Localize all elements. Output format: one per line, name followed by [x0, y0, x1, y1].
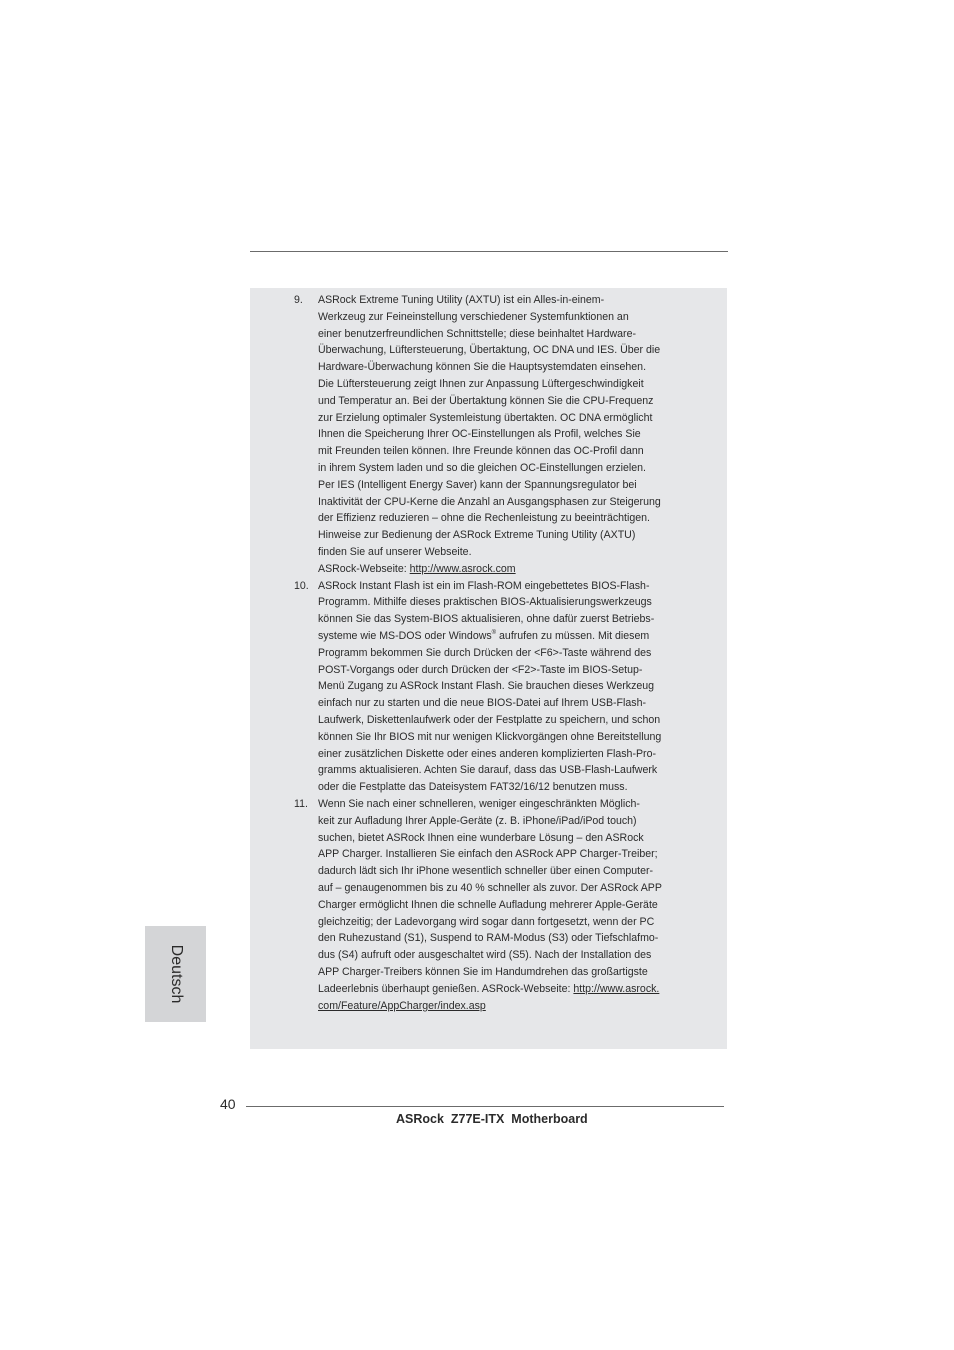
content-panel [250, 288, 727, 1049]
paragraph-line: mit Freunden teilen können. Ihre Freunde können das OC-Profil dann [318, 445, 644, 458]
paragraph-line: Hinweise zur Bedienung der ASRock Extreme Tuning Utility (AXTU) [318, 529, 636, 542]
paragraph-line: einer benutzerfreundlichen Schnittstelle; diese beinhaltet Hardware- [318, 327, 636, 340]
header-rule [250, 251, 728, 252]
paragraph-line: gleichzeitig; der Ladevorgang wird sogar dann fortgesetzt, wenn der PC [318, 915, 655, 928]
paragraph-line: auf – genaugenommen bis zu 40 % schneller als zuvor. Der ASRock APP [318, 882, 662, 894]
list-number: 11. [294, 798, 308, 810]
paragraph-line: POST-Vorgangs oder durch Drücken der <F2>-Taste im BIOS-Setup- [318, 663, 643, 676]
paragraph-line: den Ruhezustand (S1), Suspend to RAM-Modus (S3) oder Tiefschlafmo- [318, 932, 659, 945]
asrock-website-link[interactable]: http://www.asrock.com [409, 562, 516, 575]
paragraph-line: oder die Festplatte das Dateisystem FAT32/16/12 benutzen muss. [318, 781, 628, 794]
website-line [318, 561, 718, 578]
paragraph-line: Wenn Sie nach einer schnelleren, weniger eingeschränkten Möglich- [318, 798, 640, 810]
paragraph-line: APP Charger. Installieren Sie einfach den ASRock APP Charger-Treiber; [318, 848, 658, 861]
paragraph-line: der Effizienz reduzieren – ohne die Rechenleistung zu beeinträchtigen. [318, 512, 650, 525]
paragraph-line: Programm bekommen Sie durch Drücken der <F6>-Taste während des [318, 646, 652, 659]
registered-mark: ® [491, 629, 497, 636]
paragraph-line: finden Sie auf unserer Webseite. [318, 546, 472, 558]
windows-text: systeme wie MS-DOS oder Windows [318, 629, 492, 642]
windows-text-after: aufrufen zu müssen. Mit diesem [496, 629, 650, 642]
paragraph-line: Charger ermöglicht Ihnen die schnelle Aufladung mehrerer Apple-Geräte [318, 898, 658, 911]
website-label: ASRock-Webseite: [318, 562, 410, 575]
footer-rule [246, 1106, 724, 1107]
list-number: 9. [294, 294, 303, 306]
paragraph-line: Hardware-Überwachung können Sie die Hauptsystemdaten einsehen. [318, 361, 647, 374]
paragraph-line: suchen, bietet ASRock Ihnen eine wunderbare Lösung – den ASRock [318, 831, 644, 844]
paragraph-line: dus (S4) aufruft oder ausgeschaltet wird (S5). Nach der Installation des [318, 949, 652, 962]
paragraph-line [318, 998, 718, 1015]
paragraph-line: Menü Zugang zu ASRock Instant Flash. Sie brauchen dieses Werkzeug [318, 680, 655, 693]
paragraph-line: Per IES (Intelligent Energy Saver) kann der Spannungsregulator bei [318, 478, 637, 491]
paragraph-line: Ihnen die Speicherung Ihrer OC-Einstellungen als Profil, welches Sie [318, 428, 641, 441]
language-tab-label: Deutsch [167, 944, 185, 1004]
paragraph-line: einer zusätzlichen Diskette oder eines anderen komplizierten Flash-Pro- [318, 747, 656, 760]
paragraph-line: Werkzeug zur Feineinstellung verschiedener Systemfunktionen an [318, 310, 629, 323]
language-tab [145, 926, 206, 1022]
paragraph-line: können Sie Ihr BIOS mit nur wenigen Klickvorgängen ohne Bereitstellung [318, 730, 662, 743]
paragraph-line: Überwachung, Lüftersteuerung, Übertaktung, OC DNA und IES. Über die [318, 344, 661, 357]
footer-title: ASRock Z77E-ITX Motherboard [396, 1112, 588, 1126]
website-label: Ladeerlebnis überhaupt genießen. ASRock-Webseite: [318, 982, 574, 995]
paragraph-line: gramms aktualisieren. Achten Sie darauf, dass das USB-Flash-Laufwerk [318, 764, 658, 777]
paragraph-line: einfach nur zu starten und die neue BIOS-Datei auf Ihrem USB-Flash- [318, 697, 646, 710]
paragraph-line: Laufwerk, Diskettenlaufwerk oder der Festplatte zu speichern, und schon [318, 713, 661, 726]
app-charger-link-continued[interactable]: com/Feature/AppCharger/index.asp [318, 999, 486, 1012]
paragraph-line: ASRock Instant Flash ist ein im Flash-ROM eingebettetes BIOS-Flash- [318, 579, 650, 592]
paragraph-line: keit zur Aufladung Ihrer Apple-Geräte (z. B. iPhone/iPad/iPod touch) [318, 814, 637, 827]
paragraph-line: dadurch lädt sich Ihr iPhone wesentlich schneller über einen Computer- [318, 865, 654, 878]
paragraph-line: und Temperatur an. Bei der Übertaktung können Sie die CPU-Frequenz [318, 394, 654, 407]
list-number: 10. [294, 579, 309, 592]
paragraph-line [318, 628, 718, 645]
paragraph-line: zur Erzielung optimaler Systemleistung übertakten. OC DNA ermöglicht [318, 411, 653, 424]
paragraph-line: Programm. Mithilfe dieses praktischen BIOS-Aktualisierungswerkzeugs [318, 596, 652, 609]
paragraph-line [318, 981, 718, 998]
paragraph-line: APP Charger-Treibers können Sie im Handumdrehen das großartigste [318, 966, 648, 978]
app-charger-link[interactable]: http://www.asrock. [573, 982, 660, 995]
paragraph-line: in ihrem System laden und so die gleichen OC-Einstellungen erzielen. [318, 462, 646, 474]
paragraph-line: ASRock Extreme Tuning Utility (AXTU) ist ein Alles-in-einem- [318, 294, 605, 306]
paragraph-line: können Sie das System-BIOS aktualisieren, ohne dafür zuerst Betriebs- [318, 613, 655, 626]
paragraph-line: Inaktivität der CPU-Kerne die Anzahl an Ausgangsphasen zur Steigerung [318, 495, 661, 508]
paragraph-line: Die Lüftersteuerung zeigt Ihnen zur Anpassung Lüftergeschwindigkeit [318, 378, 644, 390]
page-number: 40 [220, 1096, 236, 1112]
